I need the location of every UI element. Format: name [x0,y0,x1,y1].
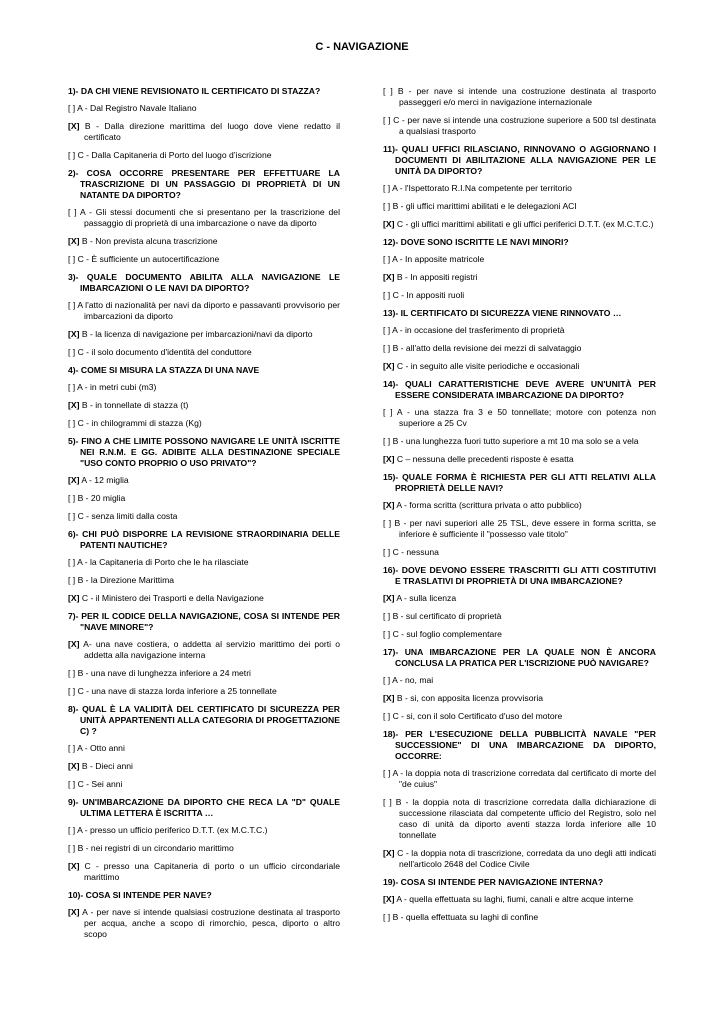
answer-option [383,325,656,336]
answer-text: C - Sei anni [77,779,123,789]
answer-text: B - quella effettuata su laghi di confine [392,912,539,922]
answer-option [68,743,340,754]
answer-option [383,219,656,230]
answer-text: A - Gli stessi documenti che si presentano per la trascrizione del passaggio di proprietà di una imbarcazione o nave da diporto [80,207,341,228]
answer-option [383,254,656,265]
answer-option [68,150,340,161]
question-text: 1)- DA CHI VIENE REVISIONATO IL CERTIFICATO DI STAZZA? [68,86,321,96]
answer-mark-selected: [X] [68,400,80,410]
answer-option [68,418,340,429]
answer-text: A - Otto anni [77,743,125,753]
answer-text: C - sul foglio complementare [392,629,502,639]
answer-option [68,593,340,604]
answer-text: B - gli uffici marittimi abilitati e le delegazioni ACI [392,201,577,211]
answer-text: A - quella effettuata su laghi, fiumi, canali e altre acque interne [396,894,634,904]
answer-mark-selected: [X] [383,848,395,858]
question-text: 18)- PER L'ESECUZIONE DELLA PUBBLICITÀ NAVALE "PER SUCCESSIONE" DI UNA IMBARCAZIONE DA DIPORTO, OCCORRE: [383,729,656,761]
question-text: 10)- COSA SI INTENDE PER NAVE? [68,890,212,900]
answer-mark-selected: [X] [383,593,395,603]
answer-mark-empty: [ ] [383,115,391,125]
answer-option [68,329,340,340]
answer-option [383,894,656,905]
answer-mark-empty: [ ] [383,407,393,417]
answer-mark-selected: [X] [68,639,80,649]
answer-text: C - il solo documento d'identità del conduttore [77,347,252,357]
answer-text: A l'atto di nazionalità per navi da diporto e passavanti provvisorio per imbarcazioni da diporto [77,300,340,321]
answer-mark-empty: [ ] [68,300,76,310]
question-text: 4)- COME SI MISURA LA STAZZA DI UNA NAVE [68,365,260,375]
answer-text: A - la doppia nota di trascrizione corredata dal certificato di morte del "de cuius" [392,768,656,789]
answer-option [68,382,340,393]
answer-option [383,272,656,283]
answer-text: B - Dieci anni [81,761,133,771]
answer-option [68,861,340,883]
question-text: 15)- QUALE FORMA È RICHIESTA PER GLI ATTI RELATIVI ALLA PROPRIETÀ DELLE NAVI? [383,472,656,493]
answer-text: A - 12 miglia [81,475,129,485]
answer-option [383,183,656,194]
answer-mark-selected: [X] [68,761,80,771]
answer-option [383,797,656,841]
answer-option [383,912,656,923]
answer-mark-selected: [X] [68,593,80,603]
answer-option [68,400,340,411]
answer-option [383,201,656,212]
answer-mark-empty: [ ] [383,325,391,335]
question-text: 17)- UNA IMBARCAZIONE PER LA QUALE NON È ANCORA CONCLUSA LA PRATICA PER L'ISCRIZIONE PUÒ NAVIGARE? [383,647,656,668]
answer-text: B - In appositi registri [396,272,478,282]
answer-option [68,300,340,322]
answer-mark-empty: [ ] [68,668,76,678]
answer-mark-empty: [ ] [68,150,76,160]
answer-text: B - si, con apposita licenza provvisoria [396,693,544,703]
answer-mark-empty: [ ] [383,797,392,807]
answer-mark-empty: [ ] [68,843,76,853]
answer-text: B - una lunghezza fuori tutto superiore a mt 10 ma solo se a vela [392,436,639,446]
answer-text: A - l'Ispettorato R.I.Na competente per territorio [392,183,572,193]
answer-mark-selected: [X] [383,693,395,703]
answer-option [68,668,340,679]
answer-mark-empty: [ ] [383,711,391,721]
answer-text: B - nei registri di un circondario marittimo [77,843,234,853]
answer-option [383,711,656,722]
answer-mark-selected: [X] [383,454,395,464]
answer-option [68,207,340,229]
answer-mark-empty: [ ] [68,418,76,428]
answer-text: B - una nave di lunghezza inferiore a 24 metri [77,668,251,678]
answer-text: A - no, mai [392,675,434,685]
answer-option [383,86,656,108]
answer-option [68,557,340,568]
answer-text: B - per nave si intende una costruzione destinata al trasporto passeggeri e/o merci in navigazione internazionale [397,86,656,107]
answer-mark-empty: [ ] [383,518,392,528]
answer-mark-empty: [ ] [68,207,77,217]
answer-text: C - presso una Capitaneria di porto o un ufficio circondariale marittimo [84,861,340,882]
answer-text: A - In apposite matricole [392,254,485,264]
answer-text: B - in tonnellate di stazza (t) [81,400,189,410]
answer-text: A - sulla licenza [396,593,457,603]
answer-mark-selected: [X] [383,219,395,229]
answer-option [68,347,340,358]
answer-mark-selected: [X] [383,894,395,904]
answer-option [68,686,340,697]
answer-text: B - all'atto della revisione dei mezzi di salvataggio [392,343,582,353]
answer-text: B - la doppia nota di trascrizione corredata dalla dichiarazione di successione rilasciata dal competente ufficio del Registro, solo nel caso di unità da diporto aventi stazza lorda inferiore alle 10 tonnellate [395,797,656,840]
question-text: 8)- QUAL È LA VALIDITÀ DEL CERTIFICATO DI SICUREZZA PER UNITÀ APPARTENENTI ALLA CATEGORIA DI PROGETTAZIONE C) ? [68,704,340,736]
question-text: 7)- PER IL CODICE DELLA NAVIGAZIONE, COSA SI INTENDE PER "NAVE MINORE"? [68,611,340,632]
answer-option [68,103,340,114]
answer-option [383,343,656,354]
answer-mark-empty: [ ] [68,743,76,753]
answer-mark-empty: [ ] [383,768,391,778]
answer-option [68,511,340,522]
answer-text: B - Dalla direzione marittima del luogo dove viene redatto il certificato [84,121,340,142]
answer-mark-empty: [ ] [383,254,391,264]
answer-text: C - senza limiti dalla costa [77,511,178,521]
answer-mark-selected: [X] [383,361,395,371]
answer-mark-empty: [ ] [383,290,391,300]
answer-mark-empty: [ ] [383,201,391,211]
answer-option [383,593,656,604]
answer-option [383,436,656,447]
answer-text: C - gli uffici marittimi abilitati e gli uffici periferici D.T.T. (ex M.C.T.C.) [396,219,654,229]
answer-mark-selected: [X] [68,907,80,917]
answer-mark-empty: [ ] [383,183,391,193]
answer-option [68,825,340,836]
answer-option [383,611,656,622]
question-text: 14)- QUALI CARATTERISTICHE DEVE AVERE UN'UNITÀ PER ESSERE CONSIDERATA IMBARCAZIONE DA DIPORTO? [383,379,656,400]
answer-mark-empty: [ ] [383,436,391,446]
answer-mark-empty: [ ] [383,912,391,922]
answer-text: C - la doppia nota di trascrizione, corredata da uno degli atti indicati nell'articolo 2648 del Codice Civile [397,848,656,869]
answer-text: A - una stazza fra 3 e 50 tonnellate; motore con potenza non superiore a 25 Cv [396,407,657,428]
answer-mark-selected: [X] [68,475,80,485]
answer-text: B - Non prevista alcuna trascrizione [81,236,218,246]
answer-option [68,907,340,940]
question-text: 9)- UN'IMBARCAZIONE DA DIPORTO CHE RECA LA "D" QUALE ULTIMA LETTERA È ISCRITTA … [68,797,340,818]
answer-mark-empty: [ ] [68,493,76,503]
question-text: 5)- FINO A CHE LIMITE POSSONO NAVIGARE LE UNITÀ ISCRITTE NEI R.N.M. E GG. ADIBITE ALLA DESTINAZIONE SPECIALE "USO CONTO PROPRIO O USO PRIVATO"? [68,436,340,468]
answer-mark-selected: [X] [68,121,80,131]
answer-option [383,547,656,558]
answer-option [383,500,656,511]
question-text: 12)- DOVE SONO ISCRITTE LE NAVI MINORI? [383,237,569,247]
answer-text: A - per nave si intende qualsiasi costruzione destinata al trasporto per acqua, anche a scopo di rimorchio, pesca, diporto o altro scopo [82,907,340,939]
answer-mark-empty: [ ] [68,511,76,521]
answer-text: A - in occasione del trasferimento di proprietà [392,325,565,335]
answer-option [383,290,656,301]
answer-mark-empty: [ ] [383,547,391,557]
question-text: 2)- COSA OCCORRE PRESENTARE PER EFFETTUARE LA TRASCRIZIONE DI UN PASSAGGIO DI PROPRIETÀ DI UN NATANTE DA DIPORTO? [68,168,340,200]
answer-mark-selected: [X] [68,861,80,871]
answer-mark-empty: [ ] [68,686,76,696]
answer-text: A - presso un ufficio periferico D.T.T. (ex M.C.T.C.) [77,825,268,835]
answer-option [68,779,340,790]
answer-mark-empty: [ ] [383,611,391,621]
answer-mark-empty: [ ] [68,254,76,264]
answer-mark-empty: [ ] [68,347,76,357]
answer-mark-empty: [ ] [68,382,76,392]
answer-text: A - Dal Registro Navale Italiano [77,103,197,113]
answer-text: C – nessuna delle precedenti risposte è esatta [396,454,574,464]
answer-mark-empty: [ ] [68,557,76,567]
answer-text: C - È sufficiente un autocertificazione [77,254,220,264]
answer-mark-selected: [X] [68,236,80,246]
question-text: 6)- CHI PUÒ DISPORRE LA REVISIONE STRAORDINARIA DELLE PATENTI NAUTICHE? [68,529,340,550]
answer-mark-empty: [ ] [383,629,391,639]
answer-text: A - la Capitaneria di Porto che le ha rilasciate [77,557,249,567]
question-text: 19)- COSA SI INTENDE PER NAVIGAZIONE INTERNA? [383,877,604,887]
answer-option [383,693,656,704]
answer-mark-empty: [ ] [68,779,76,789]
answer-option [383,518,656,540]
answer-option [68,639,340,661]
answer-text: C - in chilogrammi di stazza (Kg) [77,418,202,428]
answer-option [68,121,340,143]
answer-mark-empty: [ ] [68,575,76,585]
answer-option [383,848,656,870]
answer-text: C - si, con il solo Certificato d'uso del motore [392,711,563,721]
answer-mark-empty: [ ] [383,86,393,96]
answer-mark-selected: [X] [383,272,395,282]
answer-option [383,629,656,640]
answer-option [383,407,656,429]
answer-text: C - In appositi ruoli [392,290,465,300]
question-text: 11)- QUALI UFFICI RILASCIANO, RINNOVANO O AGGIORNANO I DOCUMENTI DI ABILITAZIONE ALLA NAVIGAZIONE PER LE UNITÀ DA DIPORTO? [383,144,656,176]
answer-text: C - in seguito alle visite periodiche e occasionali [396,361,580,371]
answer-text: A - in metri cubi (m3) [77,382,157,392]
right-column [383,86,656,930]
answer-option [68,254,340,265]
answer-option [383,768,656,790]
answer-text: C - per nave si intende una costruzione superiore a 500 tsl destinata a qualsiasi trasporto [393,115,656,136]
answer-text: B - la Direzione Marittima [77,575,175,585]
question-text: 13)- IL CERTIFICATO DI SICUREZZA VIENE RINNOVATO … [383,308,622,318]
answer-mark-empty: [ ] [383,675,391,685]
answer-option [68,761,340,772]
answer-option [383,675,656,686]
answer-option [68,475,340,486]
answer-text: C - il Ministero dei Trasporti e della Navigazione [81,593,264,603]
answer-text: B - per navi superiori alle 25 TSL, deve essere in forma scritta, se inferiore è sufficiente il "possesso vale titolo" [394,518,656,539]
answer-option [383,115,656,137]
answer-option [68,575,340,586]
page-title: C - NAVIGAZIONE [315,41,409,53]
answer-mark-empty: [ ] [68,103,76,113]
answer-text: A - forma scritta (scrittura privata o atto pubblico) [396,500,582,510]
answer-mark-empty: [ ] [383,343,391,353]
answer-text: B - la licenza di navigazione per imbarcazioni/navi da diporto [81,329,313,339]
answer-mark-selected: [X] [68,329,80,339]
answer-text: A- una nave costiera, o addetta al servizio marittimo dei porti o addetta alla navigazione interna [83,639,340,660]
answer-text: C - nessuna [392,547,439,557]
answer-option [383,361,656,372]
answer-mark-empty: [ ] [68,825,76,835]
answer-mark-selected: [X] [383,500,395,510]
question-text: 16)- DOVE DEVONO ESSERE TRASCRITTI GLI ATTI COSTITUTIVI E TRASLATIVI DI PROPRIETÀ DI UNA IMBARCAZIONE? [383,565,656,586]
answer-option [68,843,340,854]
question-text: 3)- QUALE DOCUMENTO ABILITA ALLA NAVIGAZIONE LE IMBARCAZIONI O LE NAVI DA DIPORTO? [68,272,340,293]
answer-option [68,493,340,504]
answer-text: B - 20 miglia [77,493,126,503]
answer-option [68,236,340,247]
answer-text: C - Dalla Capitaneria di Porto del luogo d’iscrizione [77,150,272,160]
answer-text: C - una nave di stazza lorda inferiore a 25 tonnellate [77,686,277,696]
answer-option [383,454,656,465]
left-column [68,86,340,947]
answer-text: B - sul certificato di proprietà [392,611,502,621]
